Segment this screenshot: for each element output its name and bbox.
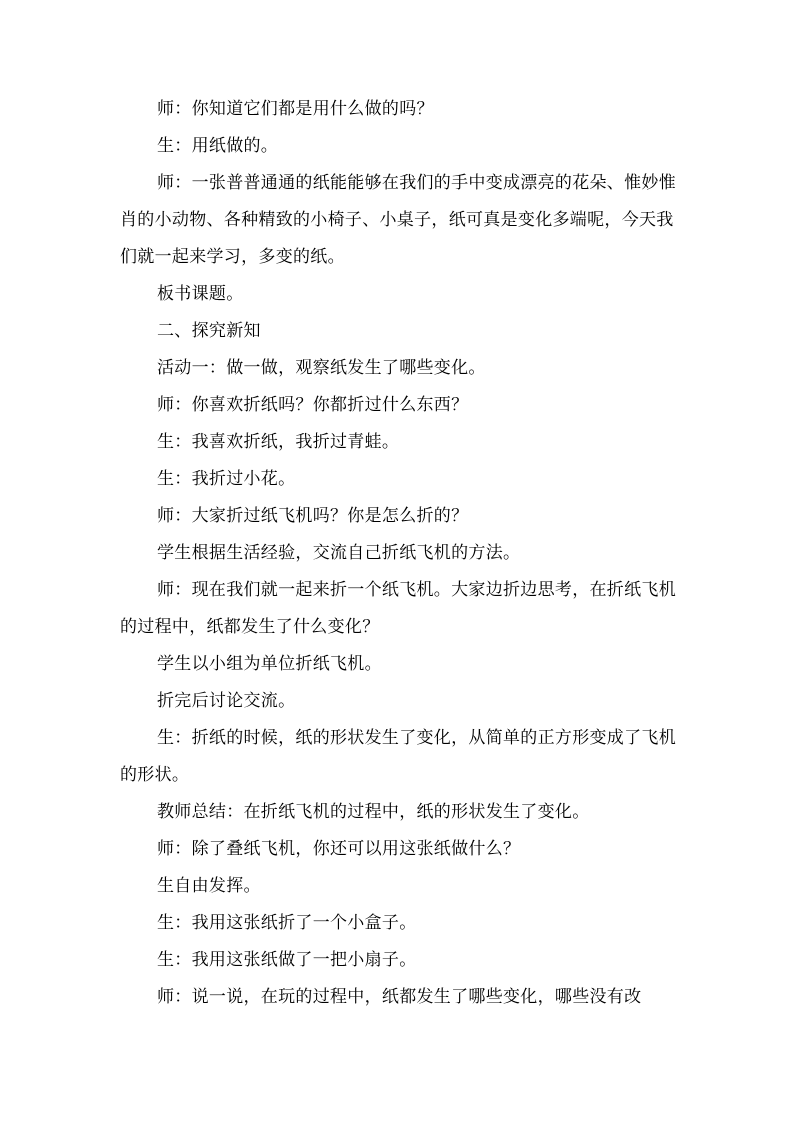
section-heading: 二、探究新知 [157,321,261,341]
instruction-paragraph: 学生根据生活经验，交流自己折纸飞机的方法。 [157,543,521,563]
document-body [120,91,680,1016]
dialogue-paragraph: 生：我喜欢折纸，我折过青蛙。 [157,432,400,452]
dialogue-paragraph: 生：我折过小花。 [157,469,296,489]
summary-paragraph: 教师总结：在折纸飞机的过程中，纸的形状发生了变化。 [157,802,590,822]
dialogue-paragraph: 生：用纸做的。 [157,136,279,156]
dialogue-paragraph: 师：现在我们就一起来折一个纸飞机。大家边折边思考，在折纸飞机的过程中，纸都发生了什么变化？ [120,580,676,637]
dialogue-paragraph: 师：大家折过纸飞机吗？你是怎么折的？ [157,506,469,526]
dialogue-paragraph: 师：说一说，在玩的过程中，纸都发生了哪些变化，哪些没有改 [157,987,642,1007]
dialogue-paragraph: 师：一张普普通通的纸能能够在我们的手中变成漂亮的花朵、惟妙惟肖的小动物、各种精致的小椅子、小桌子，纸可真是变化多端呢，今天我们就一起来学习，多变的纸。 [120,173,676,267]
dialogue-paragraph: 生：折纸的时候，纸的形状发生了变化，从简单的正方形变成了飞机的形状。 [120,728,676,785]
instruction-paragraph: 板书课题。 [157,284,244,304]
activity-heading: 活动一：做一做，观察纸发生了哪些变化。 [157,358,486,378]
dialogue-paragraph: 师：你知道它们都是用什么做的吗？ [157,99,434,119]
instruction-paragraph: 生自由发挥。 [157,876,261,896]
dialogue-paragraph: 师：你喜欢折纸吗？你都折过什么东西？ [157,395,469,415]
instruction-paragraph: 学生以小组为单位折纸飞机。 [157,654,382,674]
dialogue-paragraph: 生：我用这张纸做了一把小扇子。 [157,950,417,970]
dialogue-paragraph: 生：我用这张纸折了一个小盒子。 [157,913,417,933]
dialogue-paragraph: 师：除了叠纸飞机，你还可以用这张纸做什么？ [157,839,521,859]
instruction-paragraph: 折完后讨论交流。 [157,691,296,711]
